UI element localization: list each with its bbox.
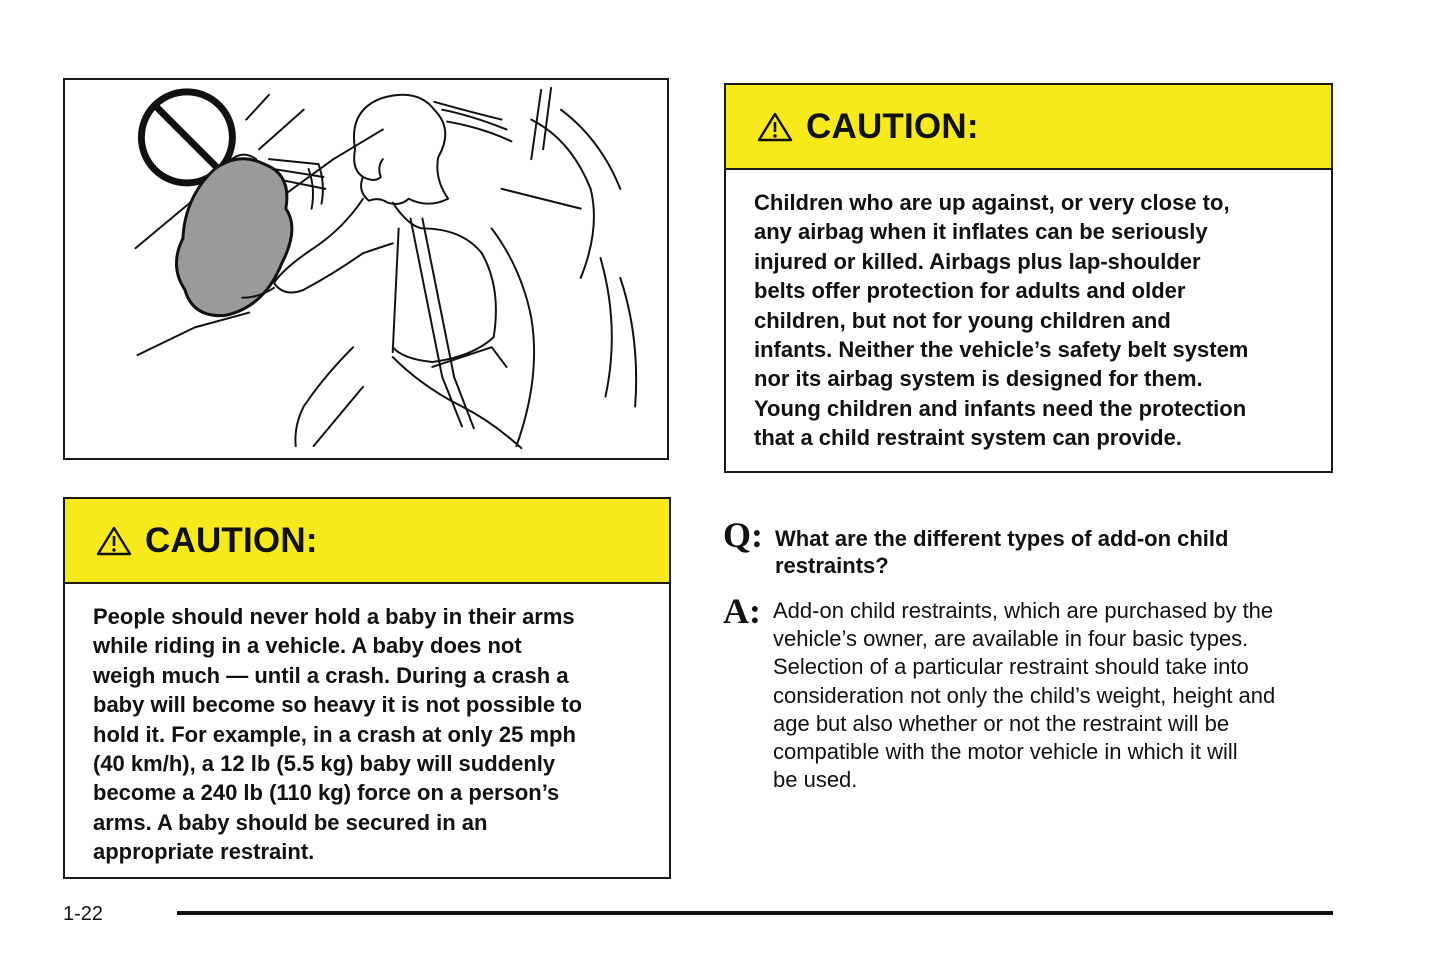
caution-line: People should never hold a baby in their arms: [93, 604, 575, 629]
caution-line: Young children and infants need the protection: [754, 395, 1247, 421]
answer-block: [723, 590, 1333, 794]
question-text: [775, 516, 1333, 579]
caution-line: children, but not for young children and: [754, 307, 1171, 333]
answer-line: consideration not only the child’s weight, height and: [773, 682, 1276, 708]
caution-line: arms. A baby should be secured in an: [93, 809, 488, 835]
answer-line: Selection of a particular restraint should take into: [773, 654, 1249, 680]
airbag-illustration: [63, 78, 669, 460]
caution-line: hold it. For example, in a crash at only 25 mph: [93, 721, 576, 747]
caution-line: nor its airbag system is designed for them.: [754, 366, 1203, 392]
answer-line: compatible with the motor vehicle in which it will: [773, 739, 1238, 765]
caution-text: [726, 170, 1331, 453]
warning-triangle-icon: [756, 111, 794, 143]
question-line: What are the different types of add-on child: [775, 526, 1229, 551]
caution-header: [726, 85, 1331, 170]
caution-line: (40 km/h), a 12 lb (5.5 kg) baby will suddenly: [93, 751, 556, 777]
caution-box-airbag-children: [724, 83, 1333, 473]
caution-line: that a child restraint system can provide.: [754, 425, 1182, 451]
warning-triangle-icon: [95, 525, 133, 557]
question-block: [723, 516, 1333, 579]
caution-header: [65, 499, 669, 584]
page-number: 1-22: [63, 903, 104, 925]
caution-title: CAUTION:: [145, 520, 318, 560]
caution-line: weigh much — until a crash. During a crash a: [93, 662, 569, 688]
caution-line: Children who are up against, or very close to,: [754, 190, 1230, 215]
caution-line: belts offer protection for adults and older: [754, 278, 1186, 304]
caution-line: injured or killed. Airbags plus lap-shoulder: [754, 248, 1201, 274]
caution-text: [65, 584, 669, 867]
caution-title: CAUTION:: [806, 106, 979, 146]
answer-mark-label: A:: [723, 591, 761, 631]
caution-line: while riding in a vehicle. A baby does not: [93, 633, 522, 659]
caution-line: appropriate restraint.: [93, 839, 315, 865]
caution-line: become a 240 lb (110 kg) force on a person’s: [93, 780, 560, 806]
woman-holding-baby-airbag-illustration: [65, 80, 667, 458]
answer-line: vehicle’s owner, are available in four basic types.: [773, 626, 1249, 652]
caution-box-holding-baby: [63, 497, 671, 879]
question-mark-label: Q:: [723, 515, 763, 555]
footer-rule: [177, 911, 1333, 915]
question-line: restraints?: [775, 553, 889, 578]
answer-line: be used.: [773, 767, 858, 793]
caution-line: any airbag when it inflates can be seriously: [754, 219, 1208, 245]
answer-line: Add-on child restraints, which are purchased by the: [773, 598, 1274, 623]
caution-line: baby will become so heavy it is not possible to: [93, 692, 583, 718]
answer-line: age but also whether or not the restraint will be: [773, 710, 1230, 736]
caution-line: infants. Neither the vehicle’s safety belt system: [754, 337, 1249, 363]
answer-text: [773, 590, 1333, 794]
